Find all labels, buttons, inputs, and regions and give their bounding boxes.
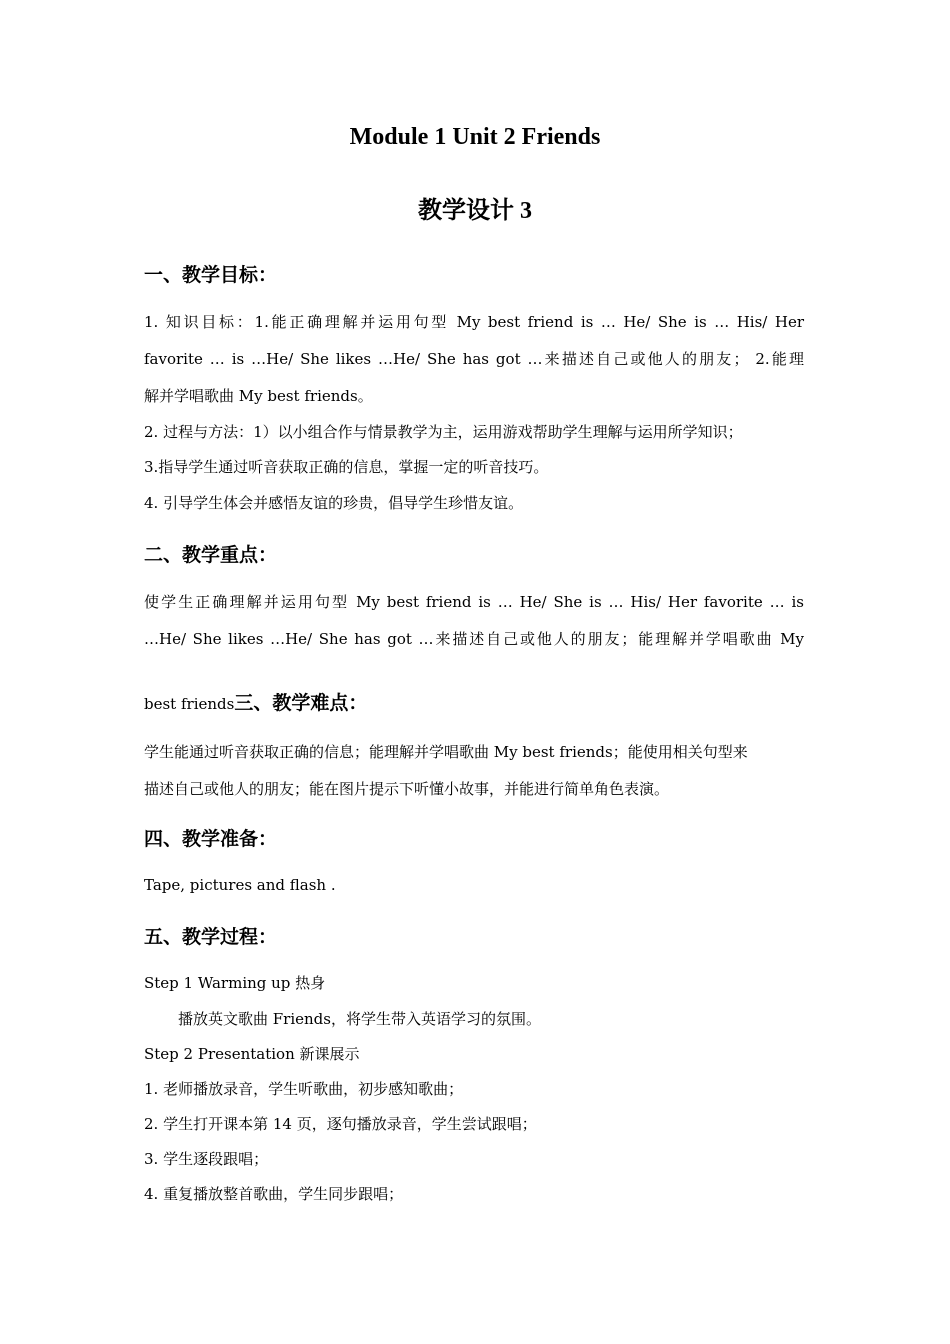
preparation-line-1: Tape, pictures and flash . (144, 876, 336, 894)
process-line-4: 1. 老师播放录音，学生听歌曲，初步感知歌曲； (144, 1080, 464, 1098)
objectives-line-3: 解并学唱歌曲 My best friends。 (144, 387, 373, 405)
difficulties-heading: 三、教学难点： (234, 692, 368, 714)
process-line-5: 2. 学生打开课本第 14 页，逐句播放录音，学生尝试跟唱； (144, 1115, 537, 1133)
key-points-line-2: …He/ She likes …He/ She has got …来描述自己或他人的朋友；能理解并学唱歌曲 My (144, 630, 804, 648)
objectives-line-6: 4. 引导学生体会并感悟友谊的珍贵，倡导学生珍惜友谊。 (144, 494, 524, 512)
key-points-tail-row (144, 690, 367, 717)
difficulties-line-1: 学生能通过听音获取正确的信息；能理解并学唱歌曲 My best friends；能使用相关句型来 (144, 743, 748, 761)
key-points-heading: 二、教学重点： (144, 544, 278, 566)
process-line-1: Step 1 Warming up 热身 (144, 974, 326, 992)
objectives-line-4: 2. 过程与方法：1）以小组合作与情景教学为主，运用游戏帮助学生理解与运用所学知识； (144, 423, 743, 441)
process-heading: 五、教学过程： (144, 926, 278, 948)
process-line-2: 播放英文歌曲 Friends，将学生带入英语学习的氛围。 (178, 1010, 541, 1028)
key-points-line-3: best friends (144, 695, 235, 713)
document-subtitle: 教学设计 3 (418, 198, 532, 224)
objectives-line-1: 1. 知识目标：1.能正确理解并运用句型 My best friend is … He/ She is … His/ Her (144, 313, 804, 331)
process-line-3: Step 2 Presentation 新课展示 (144, 1045, 360, 1063)
key-points-line-1: 使学生正确理解并运用句型 My best friend is … He/ She is … His/ Her favorite … is (144, 593, 804, 611)
process-line-7: 4. 重复播放整首歌曲，学生同步跟唱； (144, 1185, 404, 1203)
process-line-6: 3. 学生逐段跟唱； (144, 1150, 269, 1168)
objectives-line-2: favorite … is …He/ She likes …He/ She has got …来描述自己或他人的朋友； 2.能理 (144, 350, 804, 368)
document-title: Module 1 Unit 2 Friends (349, 124, 601, 150)
preparation-heading: 四、教学准备： (144, 828, 278, 850)
objectives-heading: 一、教学目标： (144, 264, 278, 286)
difficulties-line-2: 描述自己或他人的朋友；能在图片提示下听懂小故事，并能进行简单角色表演。 (144, 780, 670, 798)
objectives-line-5: 3.指导学生通过听音获取正确的信息，掌握一定的听音技巧。 (144, 458, 549, 476)
